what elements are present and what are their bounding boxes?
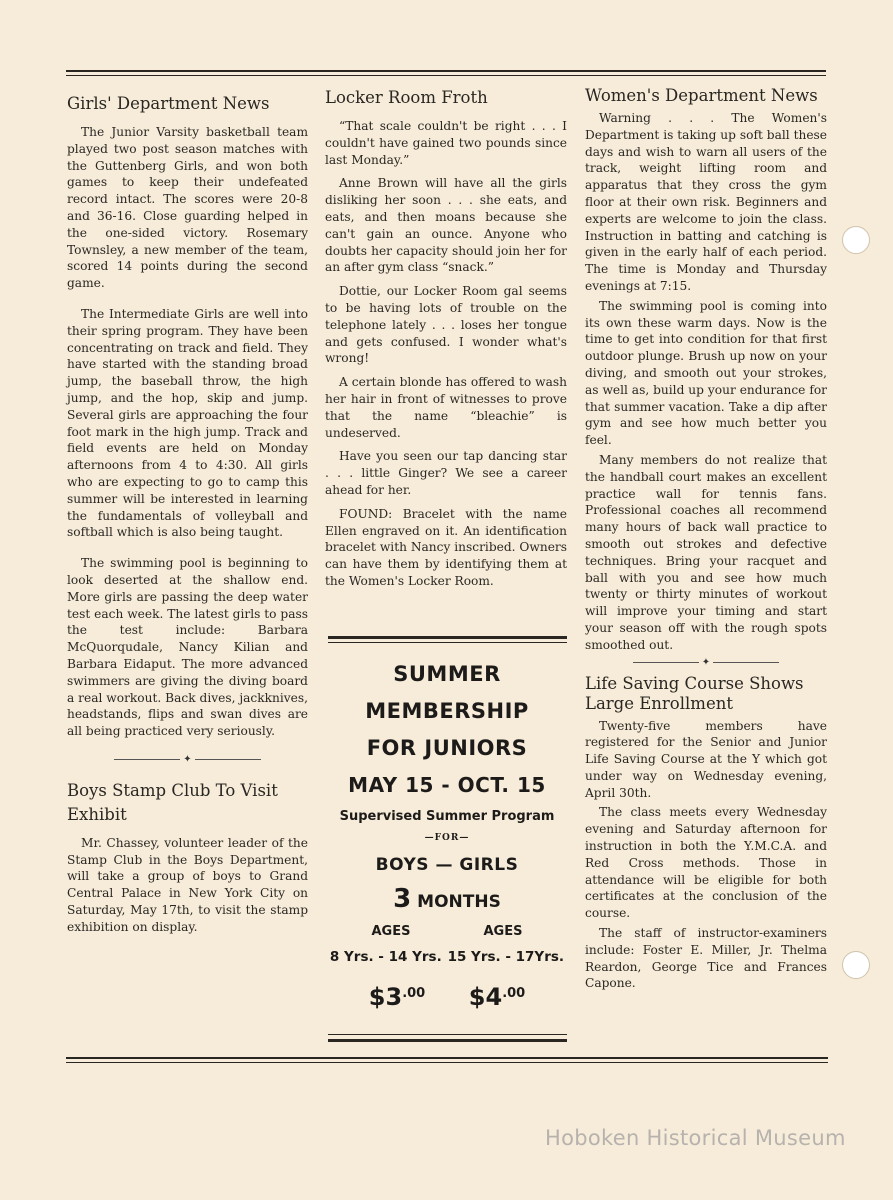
ad-groups: BOYS — GIRLS — [375, 855, 519, 875]
ad-months-label: MONTHS — [417, 892, 501, 912]
ad-range-1: 8 Yrs. - 14 Yrs. — [329, 949, 442, 965]
womens-paragraph-2: The swimming pool is coming into its own these warm days. Now is the time to get into condition for that first outdoor plunge. Brush up now on your diving, and smooth out your strokes, as well as, build up your endurance for that summer vacation. Take a dip after gym and see how much better you feel. — [585, 298, 827, 448]
ad-price-2-cents: .00 — [502, 986, 526, 1001]
girls-paragraph-3: The swimming pool is beginning to look deserted at the shallow end. More girls are passing the deep water test each week. The latest girls to pass the test include: Barbara McQuorqudale, Nancy Kilian and Barbara Eidaput. The more advanced swimmers are giving the diving board a real workout. Back dives, jackknives, headstands, flips and swan dives are all being practiced very seriously. — [67, 556, 308, 739]
divider-ornament-2: ✦ — [585, 657, 827, 668]
punch-hole-icon — [842, 951, 870, 979]
ad-rule-bottom-thin — [328, 1034, 567, 1035]
ad-rule-top — [328, 636, 567, 639]
ad-line-juniors: FOR JUNIORS — [366, 736, 528, 760]
locker-room-title: Locker Room Froth — [325, 88, 488, 107]
locker-paragraph-3: Dottie, our Locker Room gal seems to be having lots of trouble on the telephone lately . . . loses her tongue and gets confused. I wonder what's wrong! — [325, 284, 567, 366]
girls-paragraph-2: The Intermediate Girls are well into their spring program. They have been concentrating on track and field. They have started with the standing broad jump, the baseball throw, the high jump, and the hop, skip and jump. Several girls are approaching the four foot mark in the high jump. Track and field events are held on Monday afternoons from 4 to 4:30. All girls who are expecting to go to camp this summer will be interested in learning the fundamentals of volleyball and softball which is also being taught. — [67, 306, 308, 540]
boys-stamp-title: Boys Stamp Club To Visit Exhibit — [67, 780, 278, 824]
ad-price-1 — [369, 974, 425, 1017]
top-rule-thin — [66, 75, 826, 76]
girls-paragraph-1: The Junior Varsity basketball team played two post season matches with the Guttenberg Girls, and won both games to keep their undefeated record intact. The scores were 20-8 and 36-16. Close guarding helped in the one-sided victory. Rosemary Townsley, a new member of the team, scored 14 points during the second game. — [67, 125, 308, 291]
ad-rule-bottom — [328, 1039, 567, 1042]
stamp-paragraph-1: Mr. Chassey, volunteer leader of the Stamp Club in the Boys Department, will take a group of boys to Grand Central Palace in New York City on Saturday, May 17th, to visit the stamp exhibition on display. — [67, 835, 308, 934]
ad-months — [325, 881, 569, 920]
column-1 — [67, 86, 308, 950]
womens-paragraph-3: Many members do not realize that the handball court makes an excellent practice wall for tennis fans. Professional coaches all recommend many hours of back wall practice to smooth out strokes and defective techniques. Bring your racquet and ball with you and see how much twenty or thirty minutes of workout will improve your timing and start your season off with the rough spots smoothed out. — [585, 452, 827, 652]
life-saving-paragraph-1: Twenty-five members have registered for the Senior and Junior Life Saving Course at the Y which got under way on Wednesday evening, April 30th. — [585, 718, 827, 800]
top-rule — [66, 70, 826, 72]
ad-for: —FOR— — [424, 833, 470, 843]
life-saving-title: Life Saving Course Shows Large Enrollment — [585, 673, 804, 713]
summer-membership-ad — [325, 636, 569, 1046]
bottom-rule — [66, 1057, 828, 1059]
locker-paragraph-4: A certain blonde has offered to wash her hair in front of witnesses to prove that the name “bleachie” is undeserved. — [325, 375, 567, 440]
column-2 — [325, 86, 567, 597]
ad-months-number: 3 — [393, 884, 412, 914]
ad-range-2: 15 Yrs. - 17Yrs. — [447, 949, 565, 965]
ad-ages-row — [325, 920, 569, 944]
girls-department-article — [67, 92, 308, 740]
ad-ranges-row — [325, 944, 569, 970]
ad-prices-row — [325, 974, 569, 1017]
boys-stamp-article — [67, 779, 308, 936]
ad-rule-top-thin — [328, 642, 567, 643]
ad-line-membership: MEMBERSHIP — [365, 699, 529, 723]
girls-department-title: Girls' Department News — [67, 94, 270, 113]
ad-dates: MAY 15 - OCT. 15 — [348, 773, 546, 797]
ad-price-1-dollars: $3 — [368, 983, 403, 1011]
locker-paragraph-1: “That scale couldn't be right . . . I couldn't have gained two pounds since last Monday.” — [325, 119, 567, 167]
life-saving-paragraph-2: The class meets every Wednesday evening and Saturday afternoon for instruction in both the Y.M.C.A. and Red Cross methods. Those in attendance will be eligible for both certificates at the conclusion of the course. — [585, 805, 827, 921]
womens-paragraph-1: Warning . . . The Women's Department is taking up soft ball these days and wish to warn all users of the track, weight lifting room and apparatus that they cross the gym floor at their own risk. Beginners and experts are welcome to join the class. Instruction in batting and catching is given in the early half of each period. The time is Monday and Thursday evenings at 7:15. — [585, 111, 827, 293]
locker-paragraph-6: FOUND: Bracelet with the name Ellen engraved on it. An identification bracelet with Nancy inscribed. Owners can have them by identifying them at the Women's Locker Room. — [325, 506, 567, 588]
ad-price-2 — [469, 974, 525, 1017]
locker-paragraph-2: Anne Brown will have all the girls disliking her soon . . . she eats, and eats, and then moans because she can't gain an ounce. Anyone who doubts her capacity should join her for an after gym class “snack.” — [325, 176, 567, 275]
locker-paragraph-5: Have you seen our tap dancing star . . . little Ginger? We see a career ahead for her. — [325, 449, 567, 497]
bottom-rule-thin — [66, 1062, 828, 1063]
ad-line-summer: SUMMER — [393, 662, 501, 686]
ad-ages-label-2: AGES — [483, 924, 523, 939]
ad-price-2-dollars: $4 — [468, 983, 503, 1011]
column-3 — [585, 86, 827, 995]
ad-ages-label-1: AGES — [371, 924, 411, 939]
divider-ornament: ✦ — [67, 754, 308, 765]
ad-program: Supervised Summer Program — [339, 809, 555, 824]
punch-hole-icon — [842, 226, 870, 254]
womens-department-title: Women's Department News — [585, 86, 818, 105]
watermark: Hoboken Historical Museum — [545, 1126, 846, 1150]
ad-price-1-cents: .00 — [402, 986, 426, 1001]
life-saving-paragraph-3: The staff of instructor-examiners include: Foster E. Miller, Jr. Thelma Reardon, George Tice and Frances Capone. — [585, 926, 827, 991]
